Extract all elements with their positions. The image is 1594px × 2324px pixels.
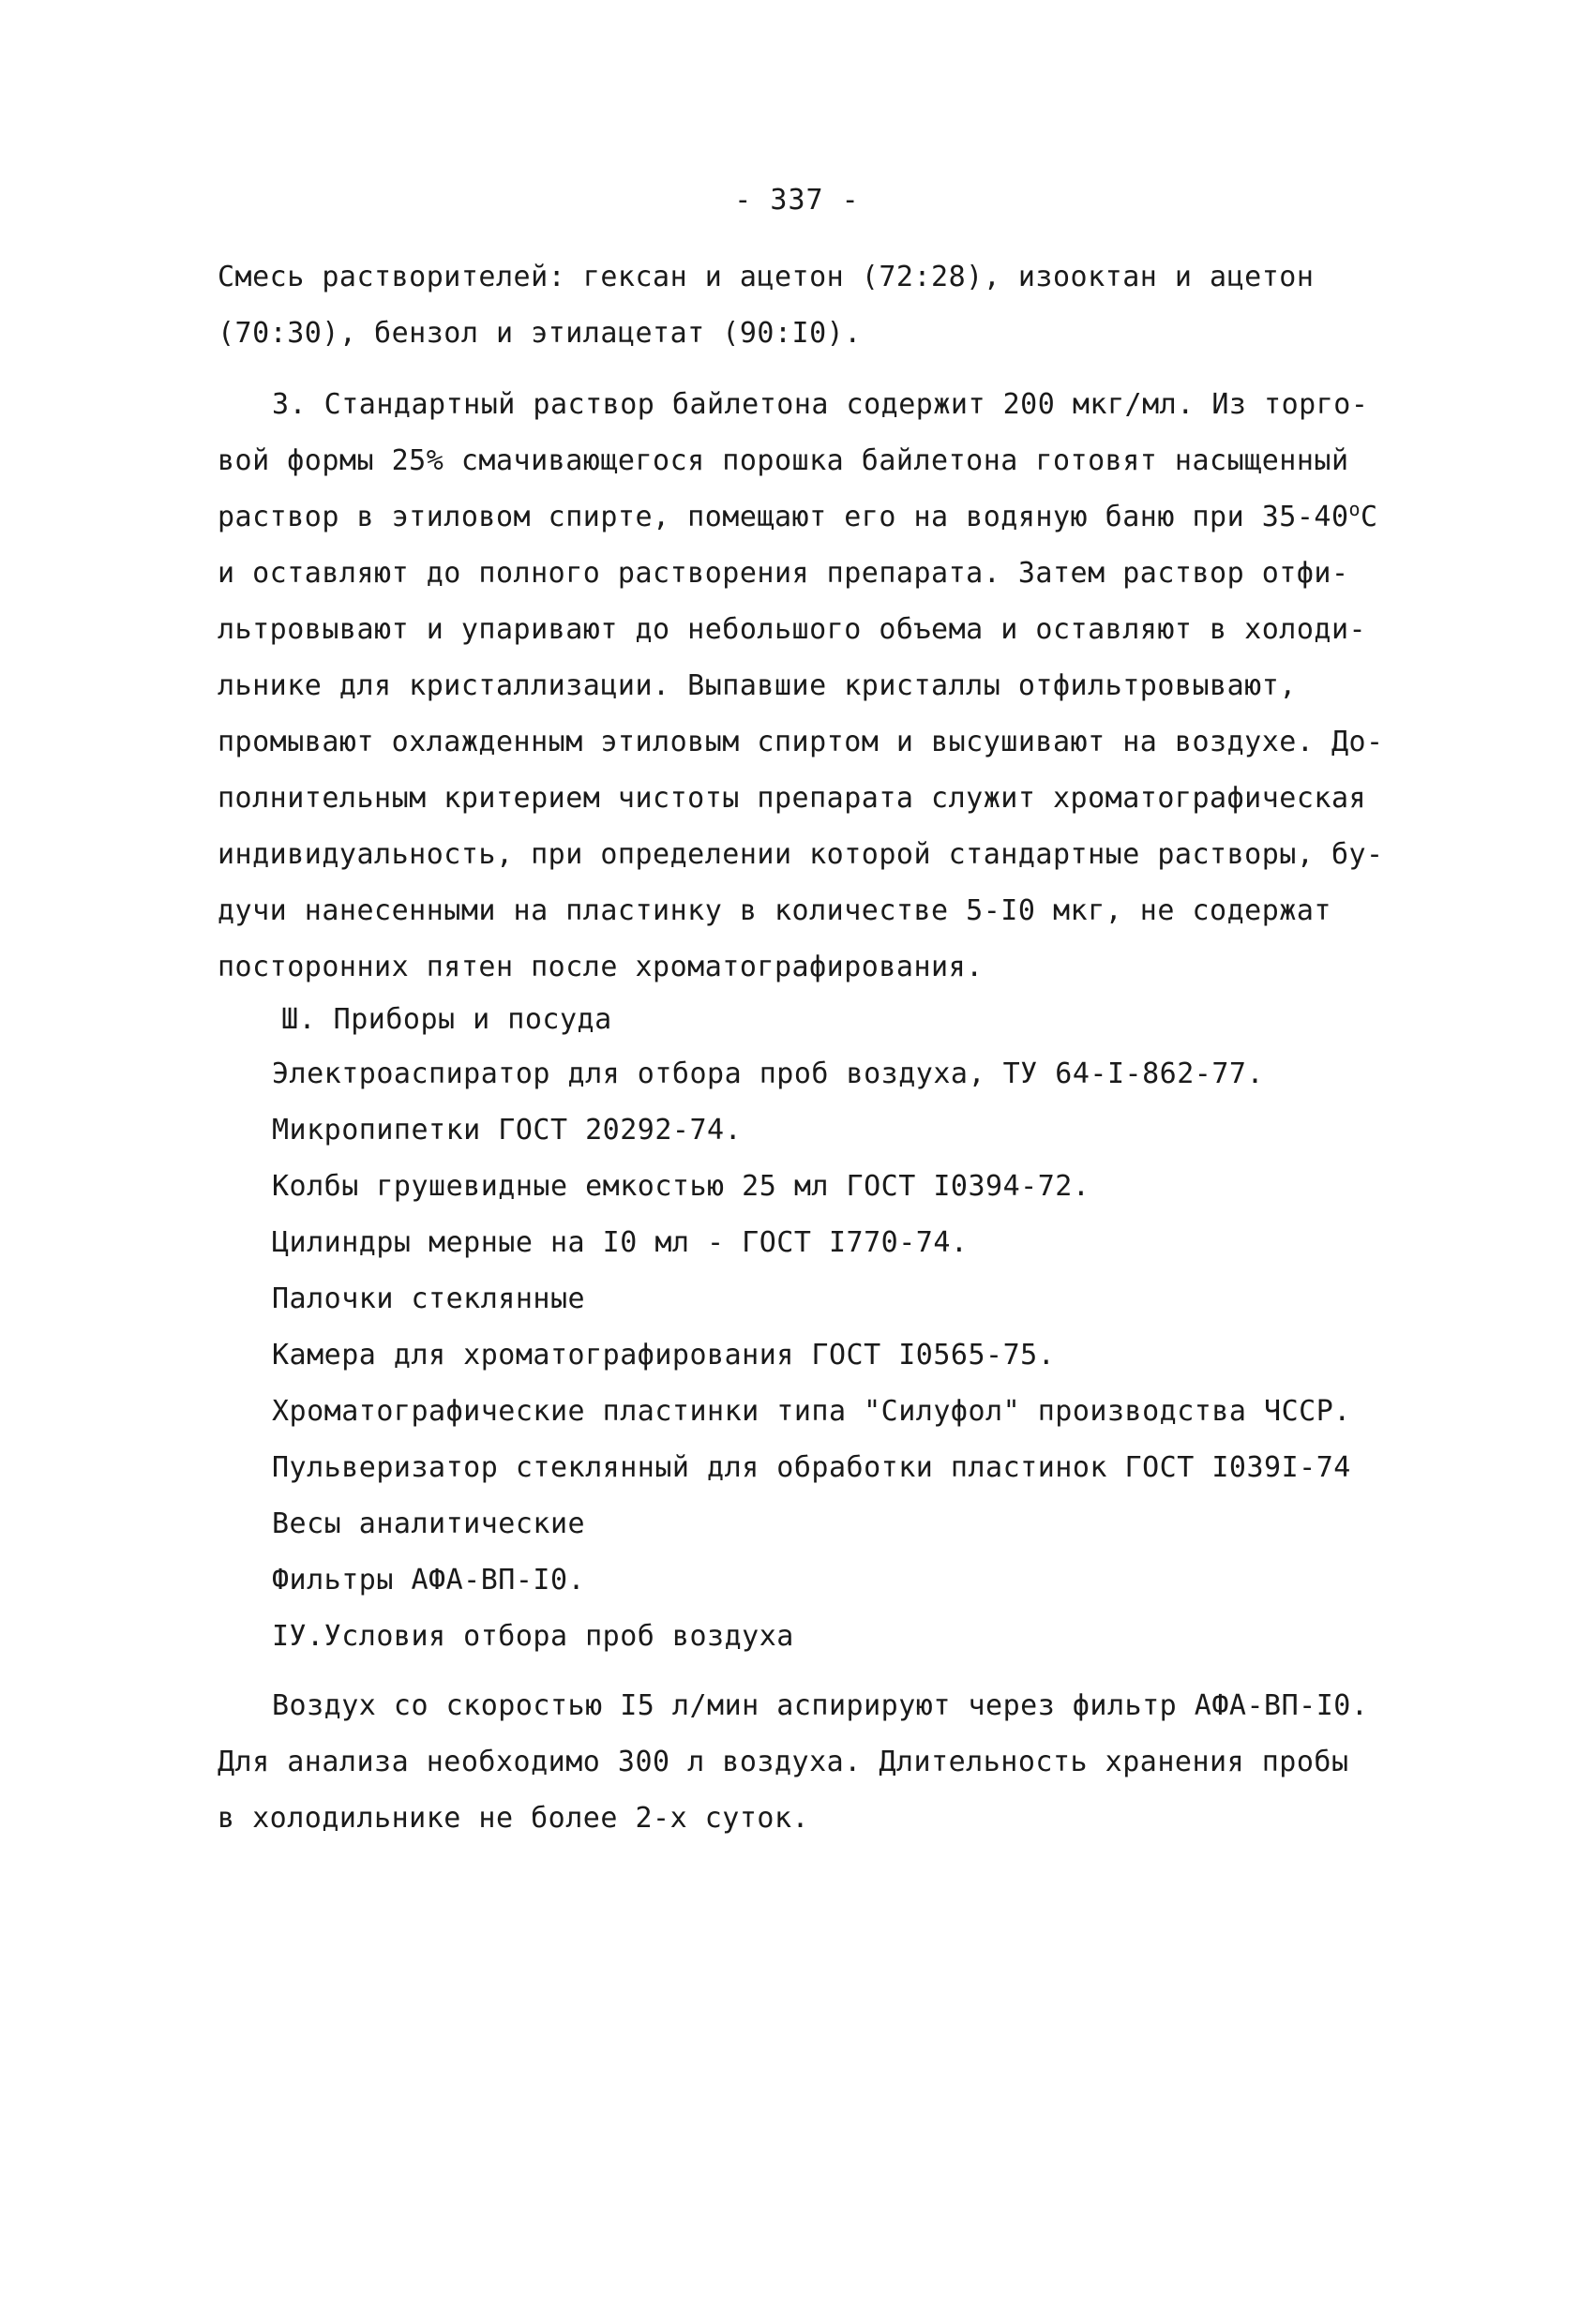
text-line: льтровывают и упаривают до небольшого объема и оставляют в холоди-: [218, 613, 1367, 646]
equipment-item: Камера для хроматографирования ГОСТ I0565-75.: [272, 1339, 1056, 1372]
celsius-unit: С: [1361, 501, 1378, 533]
text-line: посторонних пятен после хроматографирования.: [218, 951, 984, 983]
degree-sign: о: [1348, 498, 1361, 520]
equipment-item: Фильтры АФА-ВП-I0.: [272, 1564, 586, 1597]
equipment-item: Пульверизатор стеклянный для обработки пластинок ГОСТ I039I-74: [272, 1451, 1351, 1484]
text-line: вой формы 25% смачивающегося порошка байлетона готовят насыщенный: [218, 444, 1349, 477]
equipment-item: Цилиндры мерные на I0 мл - ГОСТ I770-74.: [272, 1226, 969, 1259]
text-line-with-temperature: [218, 499, 1378, 536]
text-line: (70:30), бензол и этилацетат (90:I0).: [218, 317, 862, 350]
text-line: промывают охлажденным этиловым спиртом и высушивают на воздухе. До-: [218, 726, 1384, 758]
page-number: - 337 -: [734, 184, 860, 217]
equipment-item: Колбы грушевидные емкостью 25 мл ГОСТ I0394-72.: [272, 1170, 1090, 1203]
text-line: Воздух со скоростью I5 л/мин аспирируют через фильтр АФА-ВП-I0.: [272, 1689, 1369, 1722]
section-heading-equipment: Ш. Приборы и посуда: [281, 1003, 612, 1036]
equipment-item: Палочки стеклянные: [272, 1282, 586, 1315]
text-line: полнительным критерием чистоты препарата служит хроматографическая: [218, 782, 1367, 815]
text-line: и оставляют до полного растворения препарата. Затем раствор отфи-: [218, 557, 1349, 590]
text-line: 3. Стандартный раствор байлетона содержит 200 мкг/мл. Из торго-: [272, 388, 1369, 421]
text-line: индивидуальность, при определении которой стандартные растворы, бу-: [218, 838, 1384, 871]
text-line: Смесь растворителей: гексан и ацетон (72:28), изооктан и ацетон: [218, 261, 1315, 293]
section-heading-sampling: IУ.Условия отбора проб воздуха: [272, 1620, 794, 1653]
equipment-item: Весы аналитические: [272, 1507, 586, 1540]
text-line: дучи нанесенными на пластинку в количестве 5-I0 мкг, не содержат: [218, 894, 1331, 927]
equipment-item: Микропипетки ГОСТ 20292-74.: [272, 1114, 743, 1147]
text-line: льнике для кристаллизации. Выпавшие кристаллы отфильтровывают,: [218, 669, 1297, 702]
equipment-item: Электроаспиратор для отбора проб воздуха, ТУ 64-I-862-77.: [272, 1057, 1265, 1090]
temperature-line-text: раствор в этиловом спирте, помещают его на водяную баню при 35-40: [218, 501, 1349, 533]
equipment-item: Хроматографические пластинки типа "Силуфол" производства ЧССР.: [272, 1395, 1351, 1428]
text-line: в холодильнике не более 2-х суток.: [218, 1802, 810, 1835]
text-line: Для анализа необходимо 300 л воздуха. Длительность хранения пробы: [218, 1746, 1349, 1778]
